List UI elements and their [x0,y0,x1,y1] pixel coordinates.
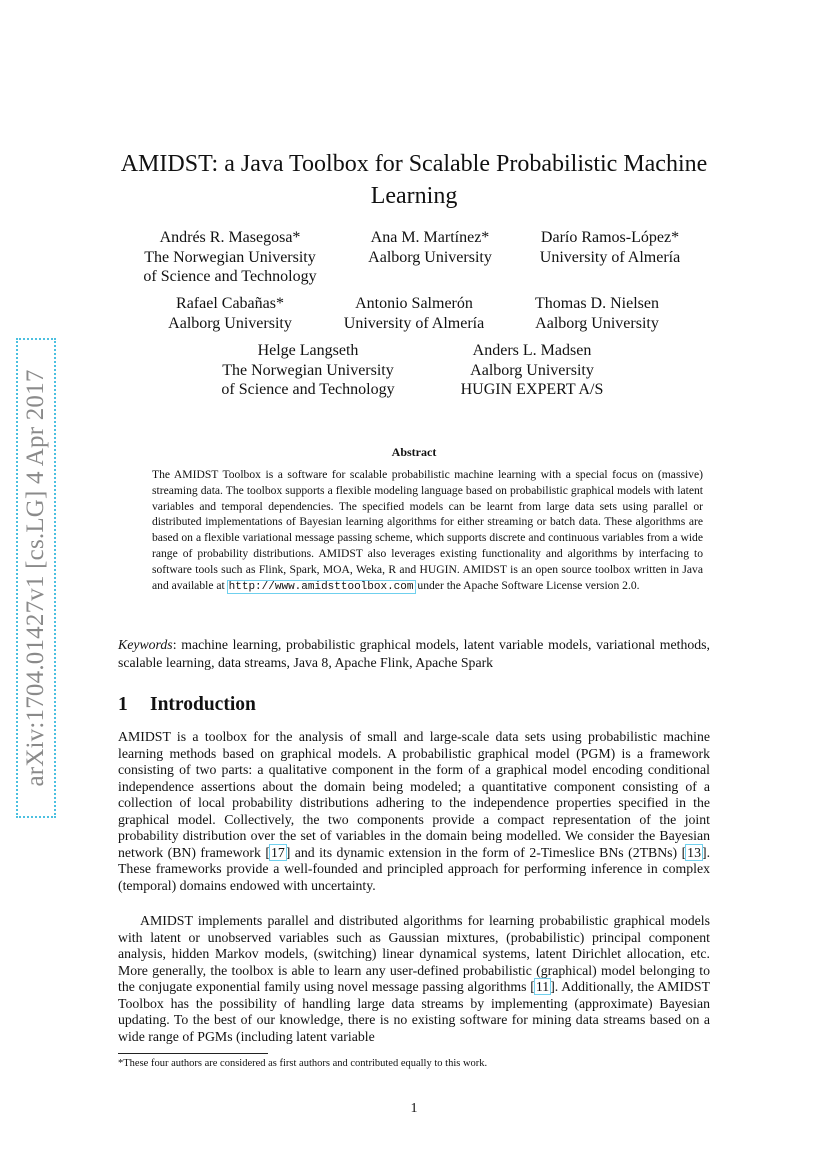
author-affiliation: University of Almería [539,248,681,266]
section-number: 1 [118,694,128,715]
author-block [330,294,498,333]
toolbox-url-link[interactable]: http://www.amidsttoolbox.com [228,580,414,593]
author-affiliation: of Science and Technology [221,381,395,398]
citation-link[interactable]: 13 [687,844,701,860]
author-block [208,341,408,400]
author-block [350,228,510,267]
arxiv-stamp-text: arXiv:1704.01427v1 [cs.LG] 4 Apr 2017 [22,369,49,787]
footnote-rule [118,1053,268,1054]
abstract-tail: under the Apache Software License version 2.0. [417,578,640,592]
page-number: 1 [410,1101,418,1116]
abstract-body: The AMIDST Toolbox is a software for scalable probabilistic machine learning with a special focus on (massive) streaming data. The toolbox supports a flexible modeling language based on probabilistic graphical models with latent variables and temporal dependencies. The specified models can be learnt from large data sets using parallel or distributed implementations of Bayesian learning algorithms for either streaming or batch data. These algorithms are based on a flexible variational message passing scheme, which supports discrete and continuous variables from a wide range of probability distributions. AMIDST also leverages existing functionality and algorithms by interfacing to software tools such as Flink, Spark, MOA, Weka, R and HUGIN. AMIDST is an open source toolbox written in Java and available at [152,468,703,592]
abstract-text [152,467,703,595]
citation-link[interactable]: 11 [535,979,550,994]
section-title: Introduction [150,694,256,715]
paragraph-text: ] and its dynamic extension in the form of 2-Timeslice BNs (2TBNs) [ [285,844,687,860]
author-name: Rafael Cabañas* [176,295,284,312]
author-affiliation: Aalborg University [168,314,292,332]
keywords [118,636,710,672]
author-name: Andrés R. Masegosa* [159,229,301,246]
author-name: Thomas D. Nielsen [535,295,659,312]
author-block [440,341,624,400]
author-name: Antonio Salmerón [355,295,473,312]
author-affiliation: Aalborg University [368,248,492,266]
author-name: Ana M. Martínez* [370,229,490,246]
intro-paragraph-2 [118,913,710,1045]
section-heading [118,694,256,716]
footnote: *These four authors are considered as first authors and contributed equally to this work. [118,1058,488,1069]
author-block [518,294,676,333]
paper-title: AMIDST: a Java Toolbox for Scalable Probabilistic Machine Learning [120,151,708,209]
author-block [140,228,320,287]
author-block [150,294,310,333]
author-name: Helge Langseth [257,342,359,359]
author-affiliation: Aalborg University [535,314,659,332]
author-affiliation: HUGIN EXPERT A/S [460,381,604,398]
paragraph-text: AMIDST is a toolbox for the analysis of small and large-scale data sets using probabilistic machine learning methods based on graphical models. A probabilistic graphical model (PGM) is a framework consisting of two parts: a qualitative component in the form of a graphical model encoding conditional independence assertions about the domain being modeled; a quantitative component consisting of a collection of local probability distributions adhering to the independence properties specified in the graphical model. Collectively, the two components provide a compact representation of the joint probability distribution over the set of variables in the domain being modelled. We consider the Bayesian network (BN) framework [ [118,729,710,860]
author-affiliation: University of Almería [343,314,485,332]
author-name: Darío Ramos-López* [540,229,680,246]
paragraph-text: ]. These frameworks provide a well-founded and principled approach for performing inference in complex (temporal) domains endowed with uncertainty. [118,844,711,893]
author-affiliation: of Science and Technology [143,268,317,285]
keywords-text: : machine learning, probabilistic graphical models, latent variable models, variational methods, scalable learning, data streams, Java 8, Apache Flink, Apache Spark [118,637,710,670]
keywords-label: Keywords [118,637,173,652]
author-block [525,228,695,267]
citation-link[interactable]: 17 [270,844,285,860]
author-affiliation: The Norwegian University [144,248,316,266]
intro-paragraph-1 [118,729,710,894]
abstract-heading: Abstract [391,445,437,459]
author-affiliation: Aalborg University [470,361,594,379]
paragraph-text: AMIDST implements parallel and distributed algorithms for learning probabilistic graphical models with latent or unobserved variables such as Gaussian mixtures, (probabilistic) principal component analysis, hidden Markov models, (switching) linear dynamical systems, latent Dirichlet allocation, etc. More generally, the toolbox is able to learn any user-defined probabilistic (graphical) model belonging to the conjugate exponential family using novel message passing algorithms [ [118,913,710,994]
arxiv-stamp[interactable] [16,338,56,818]
paragraph-text: ]. Additionally, the AMIDST Toolbox has the possibility of handling large data streams by implementing (approximate) Bayesian updating. To the best of our knowledge, there is no existing software for mining data streams based on a wide range of PGMs (including latent variable [118,979,710,1044]
author-name: Anders L. Madsen [472,342,592,359]
author-affiliation: The Norwegian University [222,361,394,379]
